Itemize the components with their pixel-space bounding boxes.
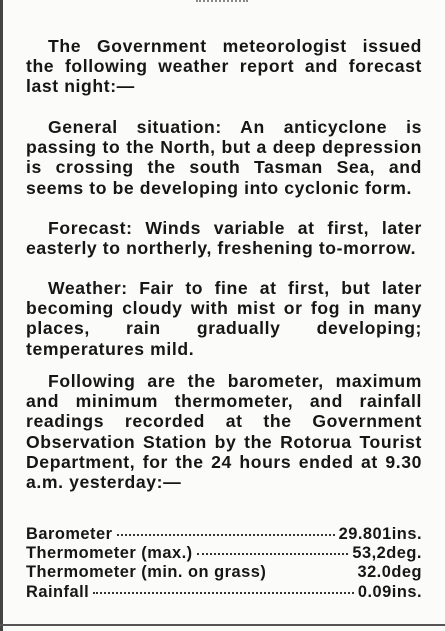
clipping-left-edge xyxy=(0,0,3,631)
intro-text: The Government meteorologist issued the following weather report and forecast last night:— xyxy=(26,36,422,97)
dot-leader xyxy=(268,560,355,574)
dot-leader xyxy=(197,541,349,555)
forecast-paragraph xyxy=(26,218,422,258)
reading-value: 0.09ins. xyxy=(357,582,422,601)
bottom-rule-divider xyxy=(0,624,445,629)
reading-label: Barometer xyxy=(26,525,113,543)
weather-paragraph xyxy=(26,278,422,359)
dot-leader xyxy=(117,522,335,536)
reading-value: 53,2deg. xyxy=(352,544,422,563)
reading-label: Thermometer (min. on grass) xyxy=(26,563,267,582)
reading-row-rainfall xyxy=(26,583,422,602)
dot-leader xyxy=(93,580,354,594)
reading-label: Thermometer (max.) xyxy=(26,544,193,563)
intro-paragraph xyxy=(26,36,422,97)
general-situation-text: General situation: An anticyclone is passing to the North, but a deep depression is crossing the south Tasman Sea, and seems to be developing into cyclonic form. xyxy=(26,117,422,198)
reading-row-thermometer-max xyxy=(26,544,422,563)
forecast-text: Forecast: Winds variable at first, later easterly to northerly, freshening to-morrow. xyxy=(26,218,422,259)
general-situation-paragraph xyxy=(26,117,422,198)
readings-intro-paragraph xyxy=(26,371,422,492)
readings-table xyxy=(26,525,422,602)
weather-text: Weather: Fair to fine at first, but later becoming cloudy with mist or fog in many places, rain gradually developing; temperatures mild. xyxy=(26,278,422,359)
top-rule-divider xyxy=(196,0,248,6)
reading-value: 32.0deg xyxy=(357,563,422,582)
reading-label: Rainfall xyxy=(26,582,90,601)
reading-value: 29.801ins. xyxy=(338,525,422,543)
readings-intro-text: Following are the barometer, maximum and minimum thermometer, and rainfall readings recorded at the Government Observation Station by the Rotorua Tourist Department, for the 24 hours ended at 9.30 a.m. yesterday:— xyxy=(26,371,422,493)
